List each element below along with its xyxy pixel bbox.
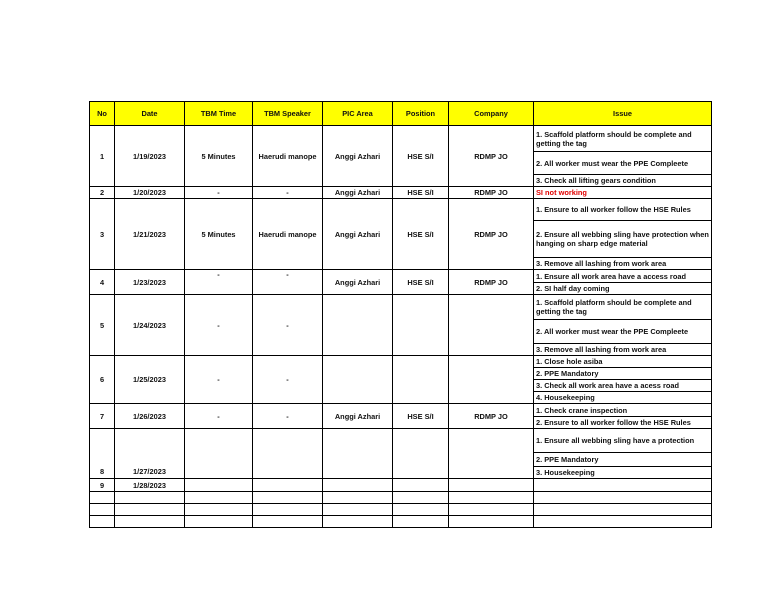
cell-date[interactable]: 1/28/2023 (115, 479, 185, 492)
cell-issue[interactable]: 3. Check all work area have a acess road (534, 380, 712, 392)
cell-empty[interactable] (185, 516, 253, 528)
cell-empty[interactable] (393, 479, 449, 492)
cell-empty[interactable] (534, 504, 712, 516)
cell-company[interactable] (449, 295, 534, 356)
cell-issue[interactable]: 1. Ensure all webbing sling have a protection (534, 429, 712, 453)
cell-tbm-speaker[interactable]: - (253, 404, 323, 429)
cell-no[interactable]: 5 (90, 295, 115, 356)
cell-date[interactable]: 1/25/2023 (115, 356, 185, 404)
cell-pic-area[interactable]: Anggi Azhari (323, 199, 393, 270)
table-row (90, 126, 712, 152)
cell-no[interactable]: 8 (90, 429, 115, 479)
table-row (90, 199, 712, 221)
cell-empty[interactable] (90, 504, 115, 516)
cell-empty[interactable] (449, 492, 534, 504)
header-position[interactable]: Position (393, 102, 449, 126)
cell-empty[interactable] (323, 504, 393, 516)
cell-company[interactable] (449, 429, 534, 479)
cell-position[interactable] (393, 356, 449, 404)
cell-issue-alert[interactable]: SI not working (534, 187, 712, 199)
cell-empty[interactable] (323, 479, 393, 492)
cell-issue[interactable]: 2. Ensure to all worker follow the HSE Rules (534, 417, 712, 429)
cell-date[interactable]: 1/27/2023 (115, 429, 185, 479)
cell-tbm-time[interactable]: 5 Minutes (185, 126, 253, 187)
header-date[interactable]: Date (115, 102, 185, 126)
cell-empty[interactable] (323, 516, 393, 528)
cell-issue[interactable]: 2. All worker must wear the PPE Compleete (534, 152, 712, 175)
cell-empty[interactable] (449, 504, 534, 516)
table-row (90, 356, 712, 368)
cell-date[interactable]: 1/26/2023 (115, 404, 185, 429)
table-row-empty (90, 516, 712, 528)
cell-position[interactable]: HSE S/I (393, 270, 449, 295)
cell-tbm-speaker[interactable]: - (253, 187, 323, 199)
cell-pic-area[interactable]: Anggi Azhari (323, 404, 393, 429)
cell-empty[interactable] (185, 479, 253, 492)
cell-issue[interactable]: 2. Ensure all webbing sling have protection when hanging on sharp edge material (534, 221, 712, 258)
cell-date[interactable]: 1/21/2023 (115, 199, 185, 270)
cell-empty[interactable] (534, 492, 712, 504)
cell-empty[interactable] (115, 492, 185, 504)
header-pic-area[interactable]: PIC Area (323, 102, 393, 126)
table-row (90, 404, 712, 417)
cell-position[interactable]: HSE S/I (393, 126, 449, 187)
cell-empty[interactable] (185, 492, 253, 504)
cell-tbm-time[interactable] (185, 429, 253, 479)
cell-issue[interactable]: 3. Housekeeping (534, 467, 712, 479)
cell-tbm-time[interactable]: - (185, 356, 253, 404)
cell-empty[interactable] (253, 516, 323, 528)
cell-tbm-time[interactable]: - (185, 187, 253, 199)
cell-tbm-speaker[interactable]: - (253, 270, 323, 295)
cell-position[interactable]: HSE S/I (393, 404, 449, 429)
cell-tbm-time[interactable]: - (185, 295, 253, 356)
cell-date[interactable]: 1/20/2023 (115, 187, 185, 199)
cell-issue[interactable]: 1. Check crane inspection (534, 404, 712, 417)
cell-empty[interactable] (115, 516, 185, 528)
cell-issue[interactable]: 2. All worker must wear the PPE Compleete (534, 320, 712, 344)
cell-empty[interactable] (253, 504, 323, 516)
cell-empty[interactable] (253, 479, 323, 492)
cell-empty[interactable] (253, 492, 323, 504)
cell-pic-area[interactable] (323, 429, 393, 479)
table-row (90, 270, 712, 283)
cell-empty[interactable] (393, 492, 449, 504)
tbm-table (89, 101, 712, 528)
cell-pic-area[interactable]: Anggi Azhari (323, 270, 393, 295)
cell-tbm-speaker[interactable]: - (253, 356, 323, 404)
cell-empty[interactable] (323, 492, 393, 504)
header-issue[interactable]: Issue (534, 102, 712, 126)
cell-no[interactable]: 9 (90, 479, 115, 492)
cell-empty[interactable] (393, 504, 449, 516)
header-row (90, 102, 712, 126)
cell-tbm-speaker[interactable]: Haerudi manope (253, 126, 323, 187)
cell-company[interactable]: RDMP JO (449, 199, 534, 270)
cell-position[interactable]: HSE S/I (393, 199, 449, 270)
table-row-empty (90, 492, 712, 504)
cell-pic-area[interactable] (323, 356, 393, 404)
cell-empty[interactable] (449, 516, 534, 528)
cell-empty[interactable] (393, 516, 449, 528)
header-company[interactable]: Company (449, 102, 534, 126)
table-row-empty (90, 504, 712, 516)
cell-tbm-time[interactable]: - (185, 270, 253, 295)
cell-date[interactable]: 1/19/2023 (115, 126, 185, 187)
cell-empty[interactable] (115, 504, 185, 516)
table-row (90, 295, 712, 320)
cell-tbm-time[interactable]: - (185, 404, 253, 429)
cell-date[interactable]: 1/23/2023 (115, 270, 185, 295)
tbm-log-sheet (89, 101, 712, 528)
cell-company[interactable]: RDMP JO (449, 270, 534, 295)
cell-pic-area[interactable]: Anggi Azhari (323, 126, 393, 187)
cell-issue[interactable]: 4. Housekeeping (534, 392, 712, 404)
cell-empty[interactable] (449, 479, 534, 492)
cell-pic-area[interactable] (323, 295, 393, 356)
cell-position[interactable]: HSE S/I (393, 187, 449, 199)
cell-pic-area[interactable]: Anggi Azhari (323, 187, 393, 199)
cell-empty[interactable] (534, 479, 712, 492)
cell-position[interactable] (393, 295, 449, 356)
cell-no[interactable]: 1 (90, 126, 115, 187)
cell-tbm-speaker[interactable]: - (253, 295, 323, 356)
cell-company[interactable]: RDMP JO (449, 126, 534, 187)
cell-tbm-speaker[interactable] (253, 429, 323, 479)
cell-company[interactable]: RDMP JO (449, 187, 534, 199)
cell-issue[interactable]: 3. Check all lifting gears condition (534, 175, 712, 187)
cell-empty[interactable] (90, 516, 115, 528)
table-row (90, 479, 712, 492)
cell-no[interactable]: 7 (90, 404, 115, 429)
cell-no[interactable]: 3 (90, 199, 115, 270)
cell-issue[interactable]: 1. Ensure to all worker follow the HSE Rules (534, 199, 712, 221)
cell-no[interactable]: 6 (90, 356, 115, 404)
header-no[interactable]: No (90, 102, 115, 126)
cell-issue[interactable]: 2. SI half day coming (534, 283, 712, 295)
table-row (90, 429, 712, 453)
cell-company[interactable]: RDMP JO (449, 404, 534, 429)
cell-no[interactable]: 2 (90, 187, 115, 199)
table-row (90, 187, 712, 199)
cell-position[interactable] (393, 429, 449, 479)
header-tbm-time[interactable]: TBM Time (185, 102, 253, 126)
cell-company[interactable] (449, 356, 534, 404)
cell-issue[interactable]: 2. PPE Mandatory (534, 453, 712, 467)
cell-tbm-time[interactable]: 5 Minutes (185, 199, 253, 270)
cell-issue[interactable]: 3. Remove all lashing from work area (534, 258, 712, 270)
cell-empty[interactable] (534, 516, 712, 528)
cell-issue[interactable]: 2. PPE Mandatory (534, 368, 712, 380)
cell-date[interactable]: 1/24/2023 (115, 295, 185, 356)
cell-issue[interactable]: 1. Ensure all work area have a access road (534, 270, 712, 283)
cell-issue[interactable]: 1. Scaffold platform should be complete and getting the tag (534, 126, 712, 152)
cell-no[interactable]: 4 (90, 270, 115, 295)
cell-tbm-speaker[interactable]: Haerudi manope (253, 199, 323, 270)
cell-issue[interactable]: 1. Scaffold platform should be complete and getting the tag (534, 295, 712, 320)
cell-empty[interactable] (90, 492, 115, 504)
header-tbm-speaker[interactable]: TBM Speaker (253, 102, 323, 126)
cell-issue[interactable]: 1. Close hole asiba (534, 356, 712, 368)
cell-empty[interactable] (185, 504, 253, 516)
cell-issue[interactable]: 3. Remove all lashing from work area (534, 344, 712, 356)
